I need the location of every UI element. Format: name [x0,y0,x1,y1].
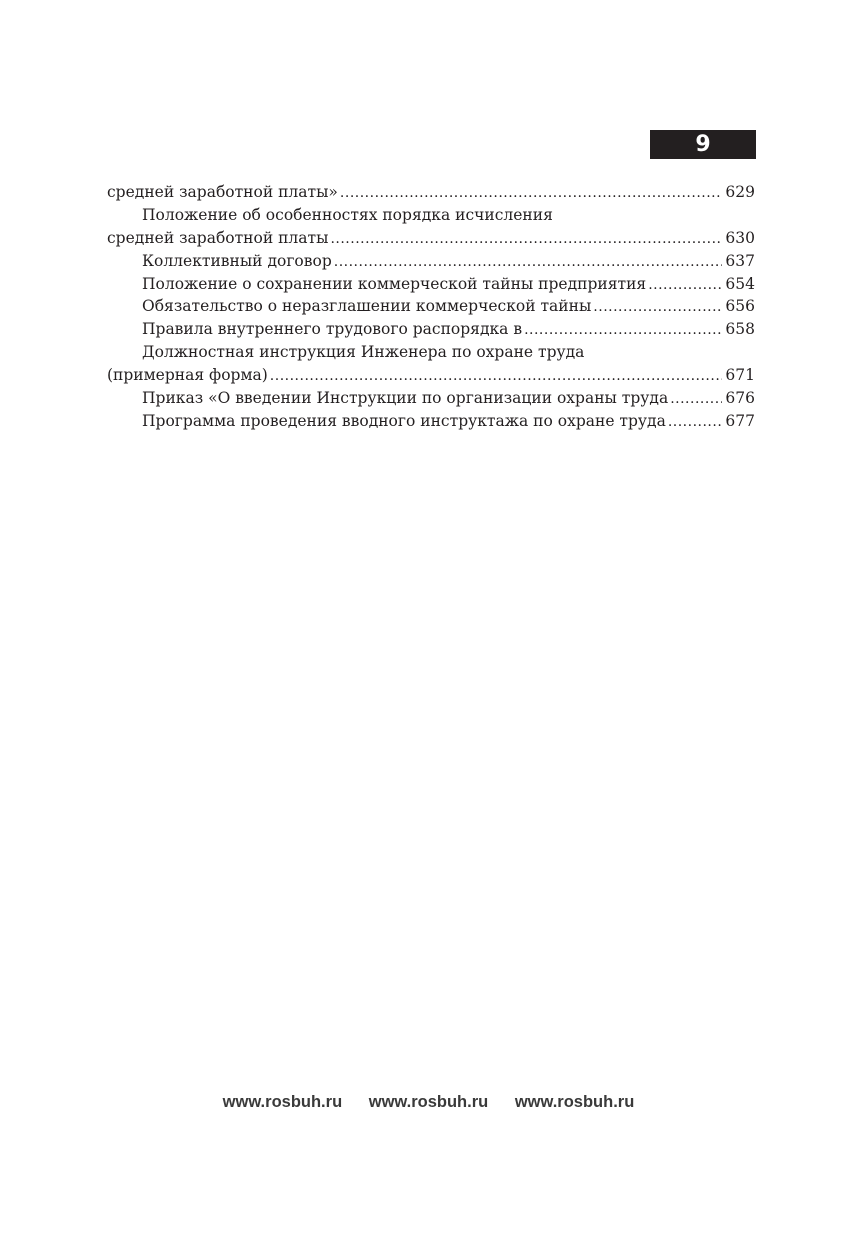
toc-entry-page: 654 [725,274,755,293]
toc-entry-title: средней заработной платы» [107,183,338,201]
toc-entry[interactable] [107,410,755,433]
toc-entry[interactable] [107,250,755,273]
toc-entry-title: средней заработной платы [107,228,329,247]
toc-entry-page: 630 [725,228,755,247]
page-number: 9 [650,130,756,159]
toc-entry-title: Положение о сохранении коммерческой тайны предприятия [142,274,647,293]
toc-entry-title: Приказ «О введении Инструкции по организации охраны труда [142,389,669,408]
toc-entry-page: 656 [725,297,755,316]
toc-entry[interactable] [107,204,755,227]
toc-leader-dots [668,411,722,434]
toc-entry-title: Обязательство о неразглашении коммерческой тайны [142,297,592,316]
toc-entry-title: Положение об особенностях порядка исчисления [142,205,553,224]
toc-entry-page: 658 [725,320,755,339]
toc-leader-dots [330,228,722,251]
toc-entry-title: (примерная форма) [107,366,268,385]
toc-entry-page: 676 [725,389,755,408]
table-of-contents [107,181,755,433]
toc-entry-title: Коллективный договор [142,251,332,270]
toc-leader-dots [334,251,722,274]
toc-leader-dots [670,388,722,411]
footer [0,1093,857,1112]
toc-entry[interactable] [107,387,755,410]
toc-entry-page: 637 [725,251,755,270]
toc-leader-dots [648,274,722,297]
toc-entry-page: 629 [725,183,755,201]
toc-entry[interactable] [107,295,755,318]
toc-leader-dots [593,296,722,319]
toc-entry[interactable] [107,181,755,204]
toc-entry[interactable] [107,364,755,387]
footer-link[interactable]: www.rosbuh.ru [222,1093,343,1111]
toc-entry[interactable] [107,318,755,341]
toc-entry-title: Правила внутреннего трудового распорядка в [142,320,523,339]
toc-leader-dots [524,319,722,342]
toc-leader-dots [340,182,722,205]
toc-entry[interactable] [107,227,755,250]
toc-entry[interactable] [107,341,755,364]
footer-link[interactable]: www.rosbuh.ru [368,1093,489,1111]
toc-entry-page: 671 [725,366,755,385]
toc-leader-dots [270,365,722,388]
toc-entry-title: Должностная инструкция Инженера по охране труда [142,343,585,362]
toc-entry[interactable] [107,273,755,296]
toc-entry-title: Программа проведения вводного инструктажа по охране труда [142,411,666,430]
footer-link[interactable]: www.rosbuh.ru [514,1093,635,1111]
toc-entry-page: 677 [725,411,755,430]
